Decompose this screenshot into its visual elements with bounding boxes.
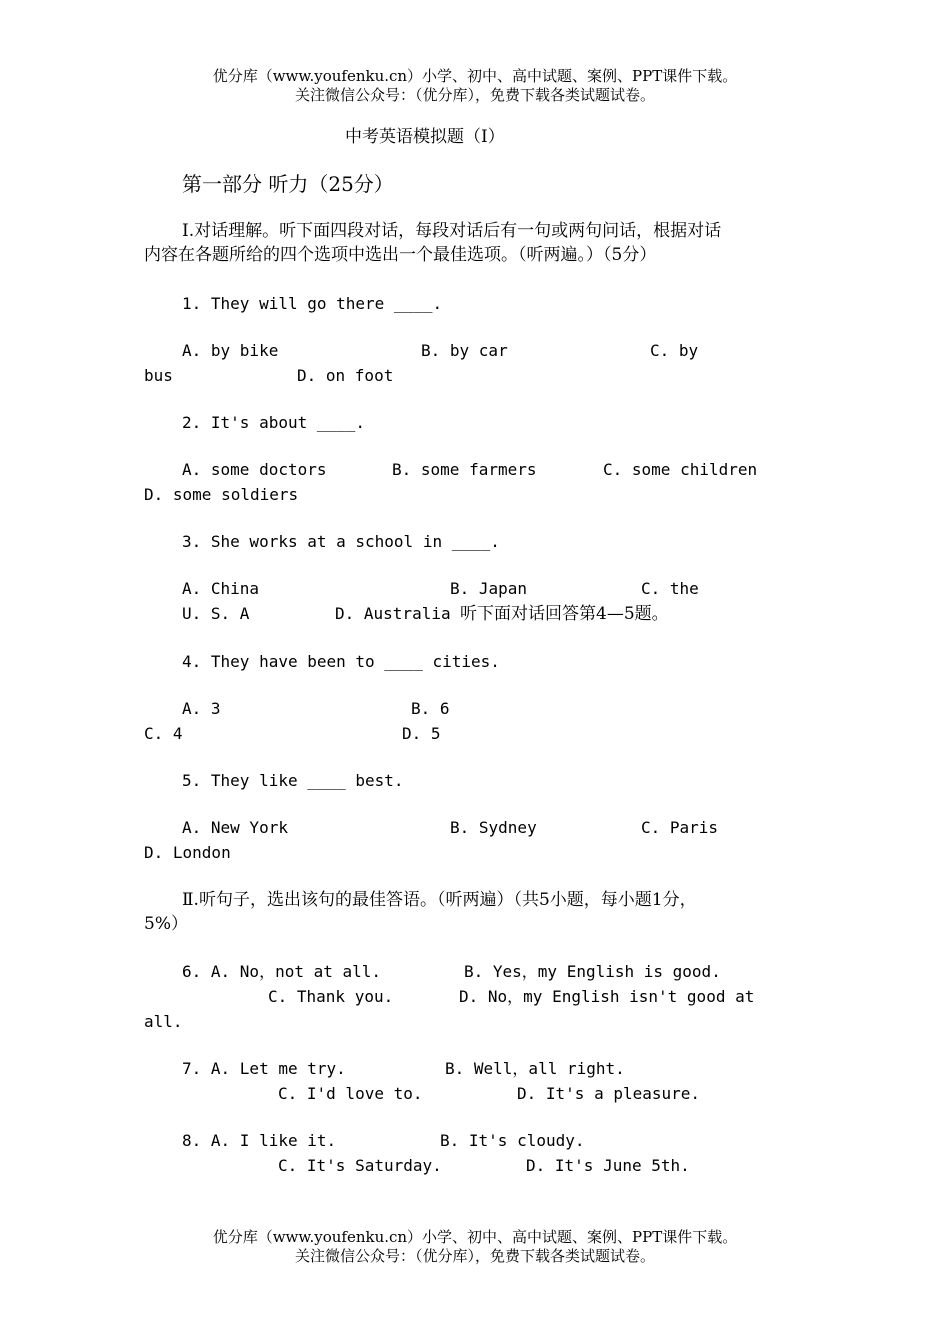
section-2-instruction-line-1: Ⅱ.听句子，选出该句的最佳答语。（听两遍）（共5小题，每小题1分， <box>182 890 697 910</box>
question-7-option-b: B. Well，all right. <box>445 1059 625 1078</box>
question-2-option-c: C. some children <box>603 460 758 479</box>
question-4-option-d: D. 5 <box>402 724 441 743</box>
question-3-stem: 3. She works at a school in ____. <box>182 532 500 551</box>
question-3-option-b: B. Japan <box>450 579 528 598</box>
question-1-option-d: D. on foot <box>297 366 394 385</box>
footer-line-1: 优分库（www.youfenku.cn）小学、初中、高中试题、案例、PPT课件下载。 <box>212 1228 738 1246</box>
question-6-option-d: D. No，my English isn't good at <box>459 987 755 1006</box>
section-2-instruction-line-2: 5%） <box>144 914 188 934</box>
question-3-option-c: C. the <box>641 579 699 598</box>
question-4-option-a: A. 3 <box>182 699 221 718</box>
exam-title: 中考英语模拟题（Ⅰ） <box>345 127 505 147</box>
question-8-option-b: B. It's cloudy. <box>440 1131 585 1150</box>
question-3-option-d: D. Australia <box>335 604 451 623</box>
question-5-option-a: A. New York <box>182 818 288 837</box>
question-1-stem: 1. They will go there ____. <box>182 294 443 313</box>
question-6-option-d-continued: all. <box>144 1012 183 1031</box>
question-6-option-a: 6. A. No，not at all. <box>182 962 382 981</box>
question-1-option-c: C. by <box>650 341 699 360</box>
question-3-option-a: A. China <box>182 579 260 598</box>
header-line-1: 优分库（www.youfenku.cn）小学、初中、高中试题、案例、PPT课件下载。 <box>212 67 738 85</box>
question-5-stem: 5. They like ____ best. <box>182 771 404 790</box>
part-heading: 第一部分 听力（25分） <box>182 172 394 196</box>
dialogue-note: 听下面对话回答第4—5题。 <box>460 604 669 624</box>
section-1-instruction-line-1: Ⅰ.对话理解。听下面四段对话，每段对话后有一句或两句问话，根据对话 <box>182 221 722 241</box>
question-2-option-d: D. some soldiers <box>144 485 299 504</box>
question-2-option-a: A. some doctors <box>182 460 327 479</box>
header-line-2: 关注微信公众号：（优分库），免费下载各类试题试卷。 <box>294 86 655 104</box>
question-2-option-b: B. some farmers <box>392 460 537 479</box>
section-1-instruction-line-2: 内容在各题所给的四个选项中选出一个最佳选项。（听两遍。）（5分） <box>144 245 657 265</box>
question-1-option-b: B. by car <box>421 341 508 360</box>
question-4-option-c: C. 4 <box>144 724 183 743</box>
question-7-option-c: C. I'd love to. <box>278 1084 423 1103</box>
question-5-option-d: D. London <box>144 843 231 862</box>
question-1-option-c-continued: bus <box>144 366 173 385</box>
question-6-option-c: C. Thank you. <box>268 987 394 1006</box>
question-3-option-c-continued: U. S. A <box>182 604 250 623</box>
question-5-option-c: C. Paris <box>641 818 719 837</box>
question-7-option-a: 7. A. Let me try. <box>182 1059 346 1078</box>
question-8-option-d: D. It's June 5th. <box>526 1156 690 1175</box>
question-2-stem: 2. It's about ____. <box>182 413 366 432</box>
footer-line-2: 关注微信公众号：（优分库），免费下载各类试题试卷。 <box>294 1247 655 1265</box>
question-4-option-b: B. 6 <box>411 699 450 718</box>
question-1-option-a: A. by bike <box>182 341 279 360</box>
question-4-stem: 4. They have been to ____ cities. <box>182 652 500 671</box>
question-7-option-d: D. It's a pleasure. <box>517 1084 701 1103</box>
question-5-option-b: B. Sydney <box>450 818 537 837</box>
question-6-option-b: B. Yes，my English is good. <box>464 962 721 981</box>
question-8-option-c: C. It's Saturday. <box>278 1156 442 1175</box>
question-8-option-a: 8. A. I like it. <box>182 1131 337 1150</box>
